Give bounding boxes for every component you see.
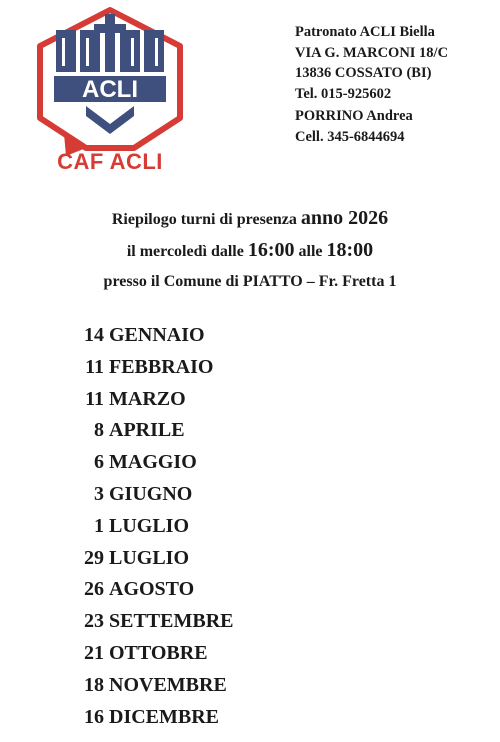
phone-line: Tel. 015-925602	[295, 85, 392, 102]
date-list	[74, 320, 374, 733]
date-day: 23	[84, 610, 104, 633]
date-day: 11	[85, 387, 104, 410]
date-item	[74, 479, 374, 511]
date-item	[74, 606, 374, 638]
date-day: 1	[94, 514, 104, 537]
address-block	[295, 22, 495, 104]
date-item	[74, 638, 374, 670]
date-item	[74, 511, 374, 543]
contact-block	[295, 106, 495, 147]
date-month: LUGLIO	[109, 546, 190, 569]
summary-title: Riepilogo turni di presenza	[111, 211, 297, 228]
logo-cross-icon	[105, 14, 115, 72]
date-item	[74, 352, 374, 384]
date-day: 16	[84, 705, 104, 728]
summary	[0, 202, 500, 298]
date-day: 8	[94, 419, 104, 442]
date-item	[74, 384, 374, 416]
date-day: 29	[84, 546, 104, 569]
date-month: AGOSTO	[109, 578, 195, 601]
summary-line-1	[0, 202, 500, 234]
summary-year: anno 2026	[300, 207, 389, 229]
schedule-prefix: il mercoledì dalle	[126, 243, 244, 260]
date-month: FEBBRAIO	[109, 355, 214, 378]
date-month: APRILE	[109, 419, 185, 442]
date-month: MARZO	[109, 387, 186, 410]
date-day: 11	[85, 355, 104, 378]
date-day: 14	[84, 324, 104, 346]
address-line: 13836 COSSATO (BI)	[295, 65, 432, 81]
date-day: 26	[84, 578, 104, 601]
date-month: OTTOBRE	[109, 641, 208, 664]
start-time: 16:00	[247, 239, 295, 261]
date-item	[74, 415, 374, 447]
date-item	[74, 447, 374, 479]
date-day: 6	[94, 451, 104, 474]
date-month: LUGLIO	[109, 514, 190, 537]
logo-text: ACLI	[82, 76, 138, 103]
contact-phone: Cell. 345-6844694	[295, 128, 405, 145]
address-line: VIA G. MARCONI 18/C	[295, 44, 449, 61]
date-day: 18	[84, 673, 104, 696]
schedule-mid: alle	[298, 243, 323, 260]
address-line: Patronato ACLI Biella	[295, 24, 435, 40]
date-month: MAGGIO	[109, 451, 197, 474]
date-item	[74, 320, 374, 352]
date-item	[74, 574, 374, 606]
date-month: SETTEMBRE	[109, 610, 234, 633]
date-day: 3	[94, 482, 104, 505]
date-day: 21	[84, 641, 104, 664]
end-time: 18:00	[326, 239, 374, 261]
date-item	[74, 543, 374, 575]
date-month: DICEMBRE	[109, 705, 220, 728]
summary-line-2	[0, 234, 500, 266]
date-item	[74, 702, 374, 734]
summary-line-3: presso il Comune di PIATTO – Fr. Fretta 1	[103, 273, 397, 290]
logo-caption: CAF ACLI	[57, 149, 163, 174]
date-item	[74, 670, 374, 702]
contact-name: PORRINO Andrea	[295, 108, 413, 124]
date-month: NOVEMBRE	[109, 673, 227, 696]
date-month: GIUGNO	[109, 482, 193, 505]
date-month: GENNAIO	[109, 324, 205, 346]
